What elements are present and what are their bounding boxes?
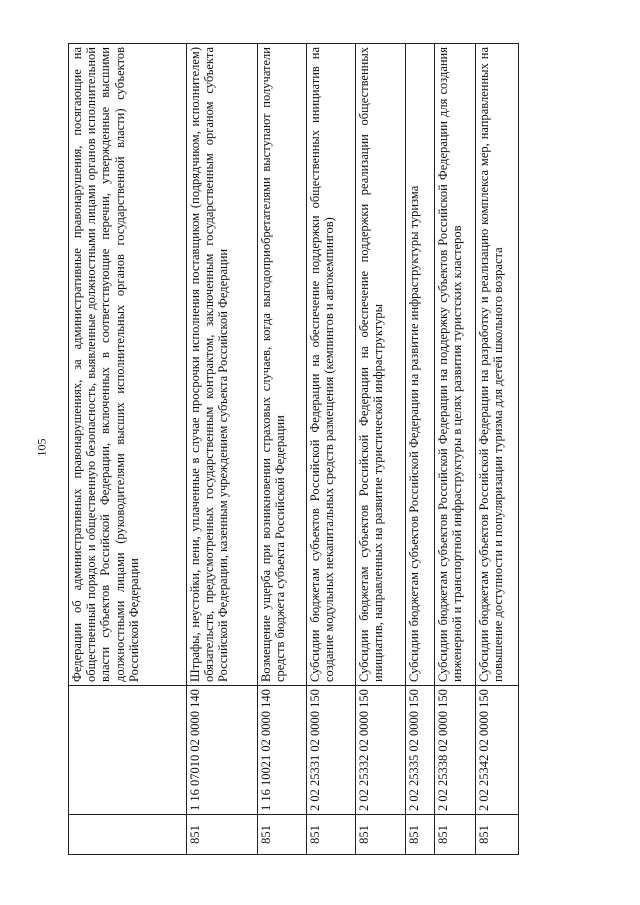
description-cell: Субсидии бюджетам субъектов Российской Федерации на обеспечение поддержки общественных инициатив на создание модульных некапитальных средств размещения (кемпингов и автокемпингов) [307, 44, 356, 686]
kbk-code-cell [69, 686, 187, 815]
revenue-codes-table [68, 43, 519, 855]
admin-code-cell: 851 [435, 815, 476, 855]
description-cell: Штрафы, неустойки, пени, уплаченные в случае просрочки исполнения поставщиком (подрядчиком, исполнителем) обязательств, предусмотренных государственным контрактом, заключенным государственным органом субъекта Российской Федерации, казенным учреждением субъекта Российской Федерации [187, 44, 258, 686]
admin-code-cell: 851 [307, 815, 356, 855]
kbk-code-cell: 1 16 10021 02 0000 140 [258, 686, 307, 815]
table-row [406, 44, 435, 855]
description-cell: Субсидии бюджетам субъектов Российской Федерации на поддержку субъектов Российской Федерации для создания инженерной и транспортной инфраструктуры в целях развития туристских кластеров [435, 44, 476, 686]
admin-code-cell: 851 [258, 815, 307, 855]
description-cell: Федерации об административных правонарушениях, за административные правонарушения, посягающие на общественный порядок и общественную безопасность, выявленные должностными лицами органов исполнительной власти субъектов Российской Федерации, включенных в соответствующие перечни, утвержденные высшими должностными лицами (руководителями высших исполнительных органов государственной власти) субъектов Российской Федерации [69, 44, 187, 686]
rotated-table-container [68, 43, 533, 855]
kbk-code-cell: 2 02 25331 02 0000 150 [307, 686, 356, 815]
admin-code-cell: 851 [406, 815, 435, 855]
kbk-code-cell: 2 02 25332 02 0000 150 [356, 686, 406, 815]
kbk-code-cell: 2 02 25338 02 0000 150 [435, 686, 476, 815]
kbk-code-cell: 2 02 25342 02 0000 150 [476, 686, 519, 815]
table-row [356, 44, 406, 855]
table-row [69, 44, 187, 855]
admin-code-cell: 851 [356, 815, 406, 855]
kbk-code-cell: 1 16 07010 02 0000 140 [187, 686, 258, 815]
kbk-code-cell: 2 02 25335 02 0000 150 [406, 686, 435, 815]
admin-code-cell [69, 815, 187, 855]
table-row [435, 44, 476, 855]
table-row [187, 44, 258, 855]
admin-code-cell: 851 [476, 815, 519, 855]
description-cell: Возмещение ущерба при возникновении страховых случаев, когда выгодоприобретателями выступают получатели средств бюджета субъекта Российской Федерации [258, 44, 307, 686]
description-cell: Субсидии бюджетам субъектов Российской Федерации на развитие инфраструктуры туризма [406, 44, 435, 686]
table-row [307, 44, 356, 855]
page-number: 105 [34, 438, 49, 457]
admin-code-cell: 851 [187, 815, 258, 855]
table-row [258, 44, 307, 855]
description-cell: Субсидии бюджетам субъектов Российской Федерации на обеспечение поддержки реализации общественных инициатив, направленных на развитие туристической инфраструктуры [356, 44, 406, 686]
table-row [476, 44, 519, 855]
description-cell: Субсидии бюджетам субъектов Российской Федерации на разработку и реализацию комплекса мер, направленных на повышение доступности и популяризации туризма для детей школьного возраста [476, 44, 519, 686]
